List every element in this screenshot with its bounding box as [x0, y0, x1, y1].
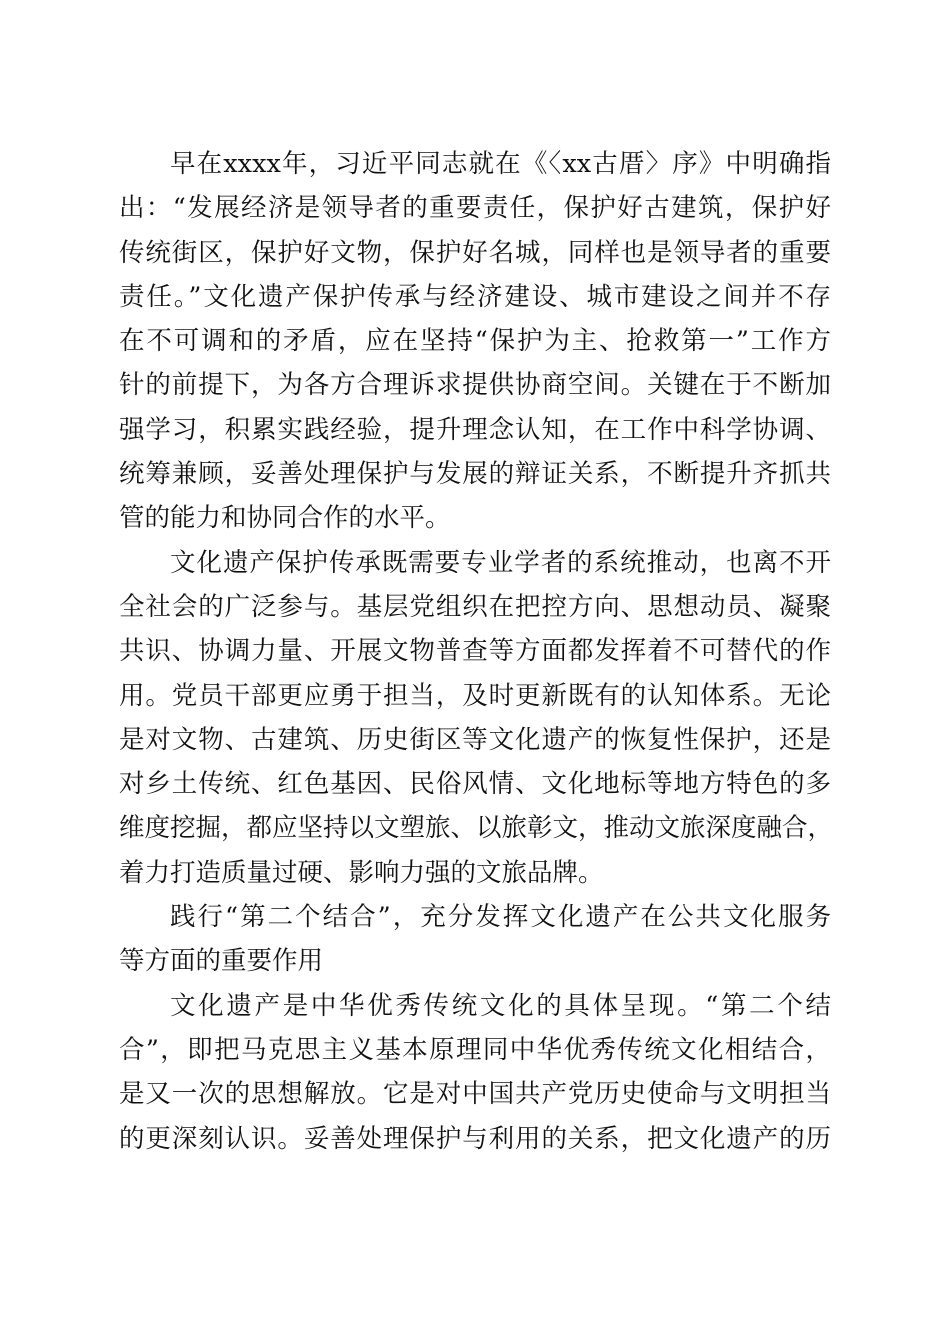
text-line: 文化遗产保护传承既需要专业学者的系统推动，也离不开: [170, 547, 831, 578]
text-line: 的更深刻认识。妥善处理保护与利用的关系，把文化遗产的历: [119, 1123, 831, 1154]
paragraph-2: [119, 541, 834, 895]
text-line: 出：“发展经济是领导者的重要责任，保护好古建筑，保护好: [119, 193, 831, 224]
text-line: 责任。”文化遗产保护传承与经济建设、城市建设之间并不存: [119, 281, 831, 312]
body-text: [119, 142, 834, 1161]
text-line: 着力打造质量过硬、影响力强的文旅品牌。: [119, 857, 604, 888]
text-line: 合”，即把马克思主义基本原理同中华优秀传统文化相结合，: [119, 1034, 831, 1065]
text-line: 全社会的广泛参与。基层党组织在把控方向、思想动员、凝聚: [119, 591, 831, 622]
text-line: 在不可调和的矛盾，应在坚持“保护为主、抢救第一”工作方: [119, 326, 831, 357]
text-line: 管的能力和协同合作的水平。: [119, 503, 451, 534]
heading-line: 践行“第二个结合”，充分发挥文化遗产在公共文化服务: [170, 902, 831, 933]
text-line: 统筹兼顾，妥善处理保护与发展的辩证关系，不断提升齐抓共: [119, 459, 831, 490]
text-line: 用。党员干部更应勇于担当，及时更新既有的认知体系。无论: [119, 680, 831, 711]
paragraph-3: [119, 984, 831, 1161]
text-line: 是又一次的思想解放。它是对中国共产党历史使命与文明担当: [119, 1079, 831, 1110]
text-line: 维度挖掘，都应坚持以文塑旅、以旅彰文，推动文旅深度融合，: [119, 813, 834, 844]
text-line: 是对文物、古建筑、历史街区等文化遗产的恢复性保护，还是: [119, 724, 831, 755]
text-line: 共识、协调力量、开展文物普查等方面都发挥着不可替代的作: [119, 636, 831, 667]
text-line: 文化遗产是中华优秀传统文化的具体呈现。“第二个结: [170, 990, 831, 1021]
text-line: 早在xxxx年，习近平同志就在《〈xx古厝〉序》中明确指: [170, 149, 831, 179]
section-heading: [119, 895, 831, 984]
text-line: 对乡土传统、红色基因、民俗风情、文化地标等地方特色的多: [119, 769, 831, 800]
text-line: 针的前提下，为各方合理诉求提供协商空间。关键在于不断加: [119, 370, 831, 401]
text-line: 传统街区，保护好文物，保护好名城，同样也是领导者的重要: [119, 237, 831, 268]
text-line: 强学习，积累实践经验，提升理念认知，在工作中科学协调、: [119, 414, 831, 445]
paragraph-1: [119, 142, 831, 541]
heading-line: 等方面的重要作用: [119, 946, 324, 977]
